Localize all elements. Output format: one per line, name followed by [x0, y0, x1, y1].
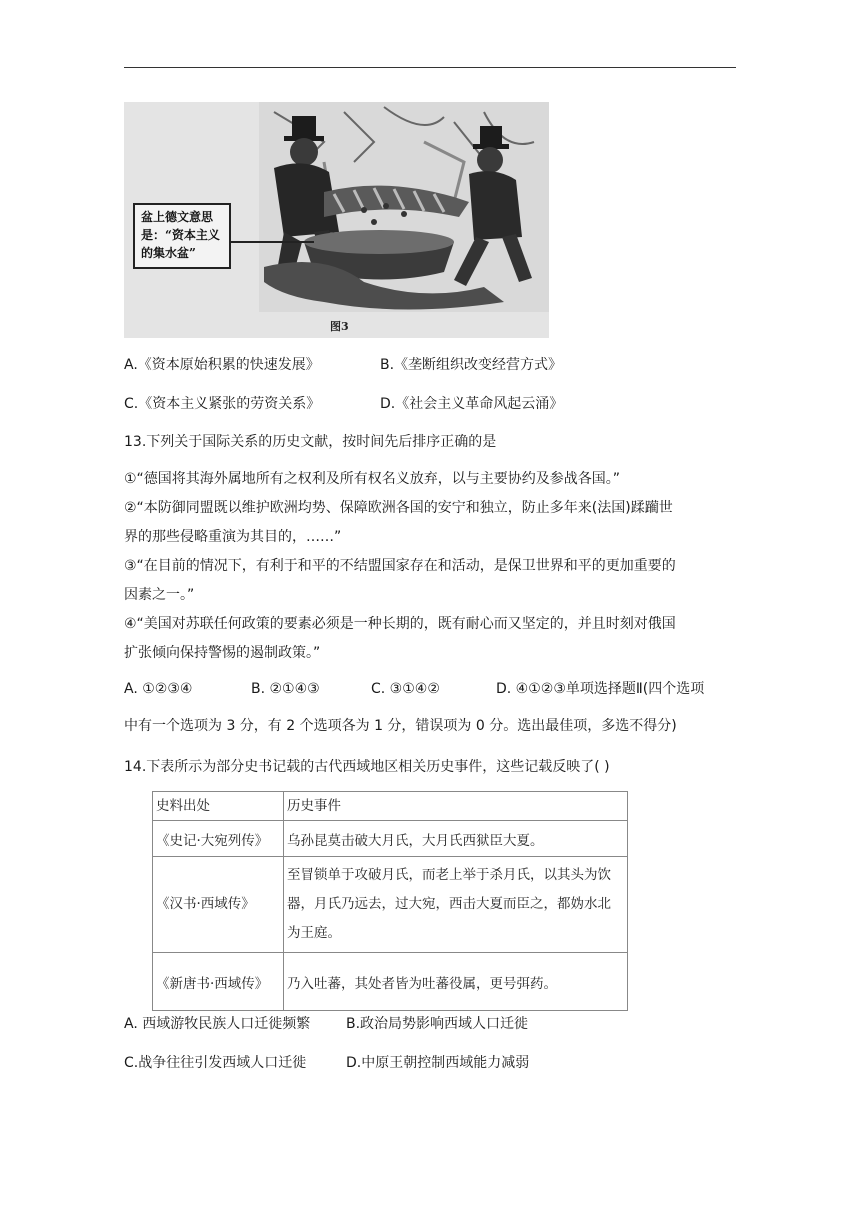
q12-option-d: D.《社会主义革命风起云涌》 [380, 396, 564, 412]
callout-line-2: 是：“资本主义 [141, 228, 220, 242]
q14-option-b: B.政治局势影响西域人口迁徙 [346, 1016, 529, 1032]
q13-option-d: D. ④①②③单项选择题Ⅱ(四个选项 [496, 681, 705, 697]
q13-item-4-line-1: ④“美国对苏联任何政策的要素必须是一种长期的，既有耐心而又坚定的，并且时刻对俄国 [124, 616, 676, 632]
table-cell-source: 《新唐书·西域传》 [153, 953, 284, 1011]
table-row [153, 821, 628, 857]
q13-item-3-line-2: 因素之一。” [124, 587, 195, 603]
table-cell-source: 《汉书·西域传》 [153, 857, 284, 953]
q13-item-4-line-2: 扩张倾向保持警惕的遏制政策。” [124, 645, 321, 661]
q14-option-a: A. 西域游牧民族人口迁徙频繁 [124, 1016, 311, 1032]
table-row [153, 953, 628, 1011]
q13-option-c: C. ③①④② [371, 681, 440, 697]
q12-option-c: C.《资本主义紧张的劳资关系》 [124, 396, 321, 412]
header-rule [124, 67, 736, 68]
callout-line-3: 的集水盆” [141, 246, 196, 260]
figure-caption: 图3 [330, 320, 349, 333]
q13-option-b: B. ②①④③ [251, 681, 320, 697]
q14-stem: 14.下表所示为部分史书记载的古代西域地区相关历史事件，这些记载反映了( ) [124, 759, 610, 775]
q13-item-2-line-1: ②“本防御同盟既以维护欧洲均势、保障欧洲各国的安宁和独立，防止多年来(法国)蹂躏世 [124, 500, 673, 516]
q12-option-a: A.《资本原始积累的快速发展》 [124, 357, 320, 373]
table-header-row [153, 792, 628, 821]
q13-option-a: A. ①②③④ [124, 681, 193, 697]
q13-item-1: ①“德国将其海外属地所有之权利及所有权名义放弃，以与主要协约及参战各国。” [124, 471, 621, 487]
table-row [153, 857, 628, 953]
table-cell-event: 乃入吐蕃，其处者皆为吐蕃役属，更号弭药。 [284, 953, 628, 1011]
table-header-event: 历史事件 [284, 792, 628, 821]
table-header-source: 史料出处 [153, 792, 284, 821]
cartoon-figure [124, 102, 549, 338]
figure-callout [133, 203, 231, 269]
table-cell-source: 《史记·大宛列传》 [153, 821, 284, 857]
history-table [152, 791, 628, 1011]
q12-option-b: B.《垄断组织改变经营方式》 [380, 357, 563, 373]
table-cell-event: 至冒锁单于攻破月氏，而老上举于杀月氏，以其头为饮器，月氏乃远去，过大宛，西击大夏而臣之，都妫水北为王庭。 [284, 857, 628, 953]
callout-line-1: 盆上德文意思 [141, 210, 214, 224]
q13-item-2-line-2: 界的那些侵略重演为其目的，……” [124, 529, 342, 545]
table-cell-event: 乌孙昆莫击破大月氏，大月氏西狱臣大夏。 [284, 821, 628, 857]
q14-option-c: C.战争往往引发西域人口迁徙 [124, 1055, 307, 1071]
section-instructions: 中有一个选项为 3 分，有 2 个选项各为 1 分，错误项为 0 分。选出最佳项，多选不得分) [124, 718, 677, 734]
q14-option-d: D.中原王朝控制西域能力减弱 [346, 1055, 530, 1071]
q13-stem: 13.下列关于国际关系的历史文献，按时间先后排序正确的是 [124, 434, 497, 450]
q13-item-3-line-1: ③“在目前的情况下，有利于和平的不结盟国家存在和活动，是保卫世界和平的更加重要的 [124, 558, 676, 574]
